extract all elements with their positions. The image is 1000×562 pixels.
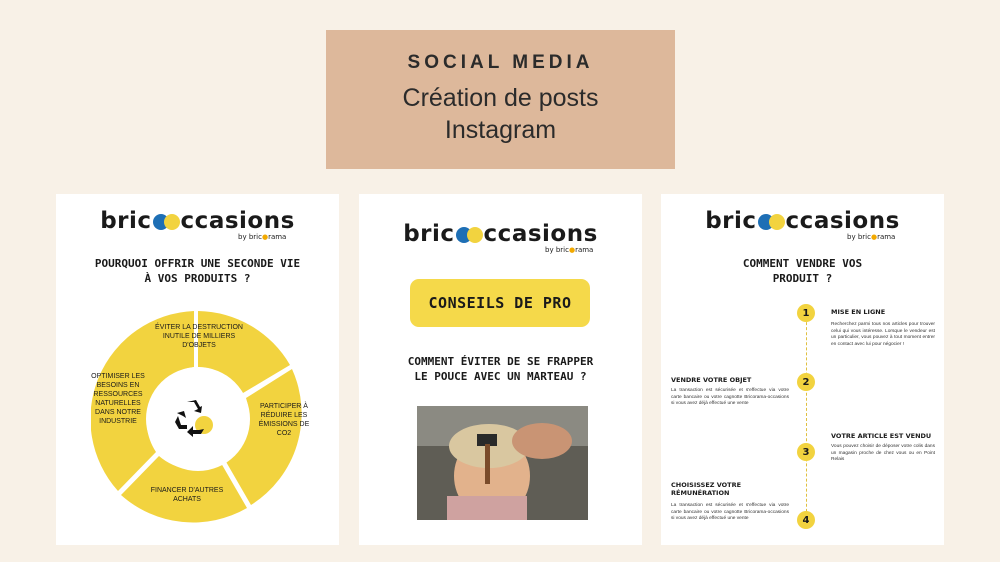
wheel-label-ressources: OPTIMISER LES BESOINS EN RESSOURCES NATURELLES DANS NOTRE INDUSTRIE (91, 373, 145, 425)
logo-dot-yellow (467, 227, 483, 243)
logo-text-left: bric (100, 208, 152, 234)
conseils-badge: CONSEILS DE PRO (410, 279, 590, 327)
logo-subtitle: by bric●rama (847, 233, 896, 241)
brand-logo (661, 208, 944, 241)
wheel-label-financer: FINANCER D'AUTRES ACHATS (150, 487, 224, 503)
logo-dot-yellow (164, 214, 180, 230)
logo-subtitle: by bric●rama (238, 233, 287, 241)
header-title-line2: Instagram (444, 116, 557, 144)
logo-text-left: bric (403, 221, 455, 247)
step-title-4: CHOISISSEZ VOTRE RÉMUNÉRATION (671, 481, 742, 497)
step-title-1: MISE EN LIGNE (831, 308, 886, 316)
step-text-4: La transaction est sécurisée et s'effectue via votre carte bancaire ou votre cagnotte Bricorama-occasions si vous avez déjà effectué une vente (671, 503, 789, 521)
recycle-icon (173, 398, 215, 438)
step-number-3: 3 (797, 443, 815, 461)
step-number-2: 2 (797, 373, 815, 391)
logo-text-right: ccasions (785, 208, 900, 234)
header-title (326, 82, 675, 146)
step-title-2: VENDRE VOTRE OBJET (671, 376, 752, 384)
header-title-line1: Création de posts (402, 84, 599, 112)
logo-text-right: ccasions (180, 208, 295, 234)
question-title: COMMENT VENDRE VOS PRODUIT ? (742, 257, 863, 285)
brand-logo (56, 208, 339, 241)
step-text-3: Vous pouvez choisir de déposer votre colis dans un magasin proche de chez vous ou en Point Relais (831, 444, 935, 462)
wheel-label-emissions: PARTICIPER À RÉDUIRE LES ÉMISSIONS DE CO2 (258, 403, 310, 437)
step-number-1: 1 (797, 304, 815, 322)
hammer-photo (417, 406, 588, 520)
logo-subtitle: by bric●rama (545, 246, 594, 254)
logo-text-right: ccasions (483, 221, 598, 247)
header-tag: SOCIAL MEDIA (407, 52, 594, 73)
logo-text-left: bric (705, 208, 757, 234)
step-text-1: Recherchez parmi tous nos articles pour trouver celui qui vous intéresse. Lorsque le vendeur est un particulier, vous pouvez à tout moment entrer en contact avec lui pour négocier ! (831, 322, 935, 347)
post-card-seconde-vie[interactable] (56, 194, 339, 545)
question-title: COMMENT ÉVITER DE SE FRAPPER LE POUCE AVEC UN MARTEAU ? (407, 355, 594, 383)
step-title-3: VOTRE ARTICLE EST VENDU (831, 432, 932, 440)
wheel-label-destruction: ÉVITER LA DESTRUCTION INUTILE DE MILLIERS D'OBJETS (155, 324, 243, 349)
step-number-4: 4 (797, 511, 815, 529)
brand-logo (359, 221, 642, 254)
post-card-conseils[interactable] (359, 194, 642, 545)
post-card-comment-vendre[interactable] (661, 194, 944, 545)
header-box (326, 30, 675, 169)
logo-dot-yellow (769, 214, 785, 230)
step-text-2: La transaction est sécurisée et s'effectue via votre carte bancaire ou votre cagnotte Bricorama-occasions si vous avez déjà effectué une vente (671, 388, 789, 406)
question-title: POURQUOI OFFRIR UNE SECONDE VIE À VOS PRODUITS ? (94, 257, 301, 285)
timeline-line (806, 312, 807, 527)
photo-illustration (417, 406, 588, 520)
